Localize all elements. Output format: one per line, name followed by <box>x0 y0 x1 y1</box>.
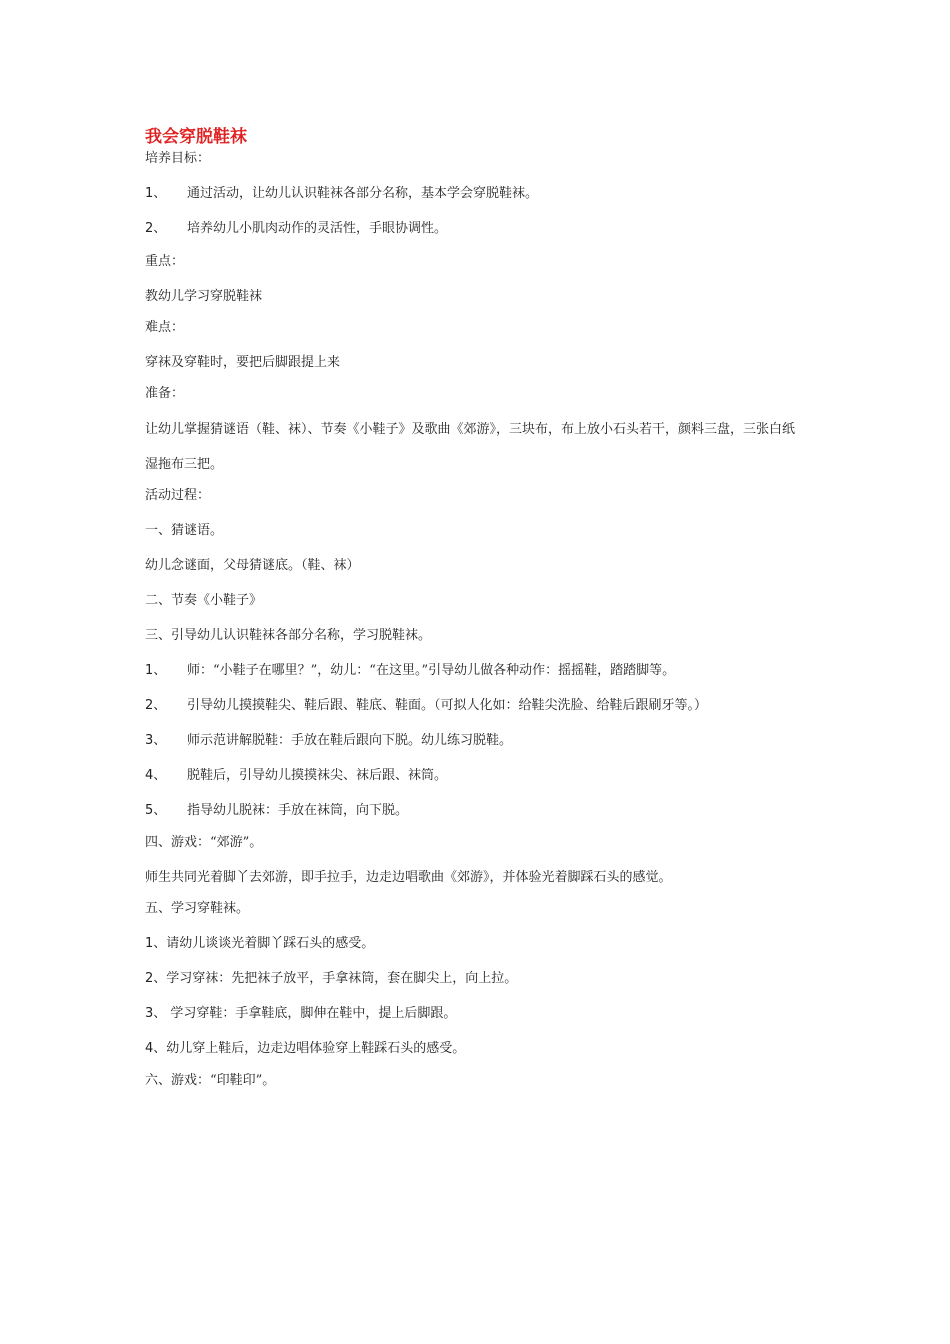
document-page <box>145 124 825 1091</box>
item-number: 1、 <box>145 663 167 678</box>
section-4-text: 师生共同光着脚丫去郊游，即手拉手，边走边唱歌曲《郊游》，并体验光着脚踩石头的感觉。 <box>145 870 672 885</box>
item-text: 脱鞋后，引导幼儿摸摸袜尖、袜后跟、袜筒。 <box>187 768 448 783</box>
item-text: 学习穿鞋：手拿鞋底，脚伸在鞋中，提上后脚跟。 <box>166 1006 457 1021</box>
section-1-text: 幼儿念谜面，父母猜谜底。（鞋、袜） <box>145 558 360 573</box>
difficulty-label: 难点： <box>145 320 185 335</box>
item-number: 2、 <box>145 971 167 986</box>
goals-label: 培养目标： <box>145 151 211 166</box>
item-text: 学习穿袜：先把袜子放平，手拿袜筒，套在脚尖上，向上拉。 <box>166 971 518 986</box>
goal-text: 通过活动，让幼儿认识鞋袜各部分名称，基本学会穿脱鞋袜。 <box>187 186 539 201</box>
goal-number: 2、 <box>145 221 167 236</box>
item-text: 指导幼儿脱袜：手放在袜筒，向下脱。 <box>187 803 409 818</box>
goal-item <box>145 184 825 204</box>
section-6-title: 六、游戏：“印鞋印”。 <box>145 1073 276 1088</box>
prep-text: 让幼儿掌握猜谜语（鞋、袜）、节奏《小鞋子》及歌曲《郊游》，三块布，布上放小石头若干，颜料三盘，三张白纸 <box>145 422 796 437</box>
prep-label: 准备： <box>145 386 185 401</box>
section-3-item <box>145 801 825 821</box>
item-text: 师：“小鞋子在哪里？”，幼儿：“在这里。”引导幼儿做各种动作：摇摇鞋，踏踏脚等。 <box>187 663 676 678</box>
section-2-title: 二、节奏《小鞋子》 <box>145 593 263 608</box>
item-text: 幼儿穿上鞋后，边走边唱体验穿上鞋踩石头的感受。 <box>166 1041 466 1056</box>
focus-text: 教幼儿学习穿脱鞋袜 <box>145 289 263 304</box>
section-5-item <box>145 934 825 954</box>
section-3-title: 三、引导幼儿认识鞋袜各部分名称，学习脱鞋袜。 <box>145 628 432 643</box>
goal-item <box>145 219 825 239</box>
item-number: 3、 <box>145 733 167 748</box>
item-text: 请幼儿谈谈光着脚丫踩石头的感受。 <box>166 936 375 951</box>
item-number: 5、 <box>145 803 167 818</box>
section-5-item <box>145 1039 825 1059</box>
section-3-item <box>145 696 825 716</box>
section-4-title: 四、游戏：“郊游”。 <box>145 835 263 850</box>
process-label: 活动过程： <box>145 488 211 503</box>
item-text: 师示范讲解脱鞋：手放在鞋后跟向下脱。幼儿练习脱鞋。 <box>187 733 513 748</box>
item-number: 4、 <box>145 768 167 783</box>
focus-label: 重点： <box>145 254 185 269</box>
section-5-item <box>145 969 825 989</box>
section-5-item <box>145 1004 825 1024</box>
section-1-title: 一、猜谜语。 <box>145 523 224 538</box>
item-number: 3、 <box>145 1006 167 1021</box>
goal-text: 培养幼儿小肌肉动作的灵活性，手眼协调性。 <box>187 221 448 236</box>
goal-number: 1、 <box>145 186 167 201</box>
difficulty-text: 穿袜及穿鞋时，要把后脚跟提上来 <box>145 355 341 370</box>
item-number: 1、 <box>145 936 167 951</box>
item-number: 4、 <box>145 1041 167 1056</box>
item-number: 2、 <box>145 698 167 713</box>
section-3-item <box>145 731 825 751</box>
document-title: 我会穿脱鞋袜 <box>145 127 247 147</box>
section-3-item <box>145 766 825 786</box>
section-5-title: 五、学习穿鞋袜。 <box>145 901 250 916</box>
item-text: 引导幼儿摸摸鞋尖、鞋后跟、鞋底、鞋面。（可拟人化如：给鞋尖洗脸、给鞋后跟刷牙等。） <box>187 698 708 713</box>
prep-text-continued: 湿拖布三把。 <box>145 457 224 472</box>
section-3-item <box>145 661 825 681</box>
